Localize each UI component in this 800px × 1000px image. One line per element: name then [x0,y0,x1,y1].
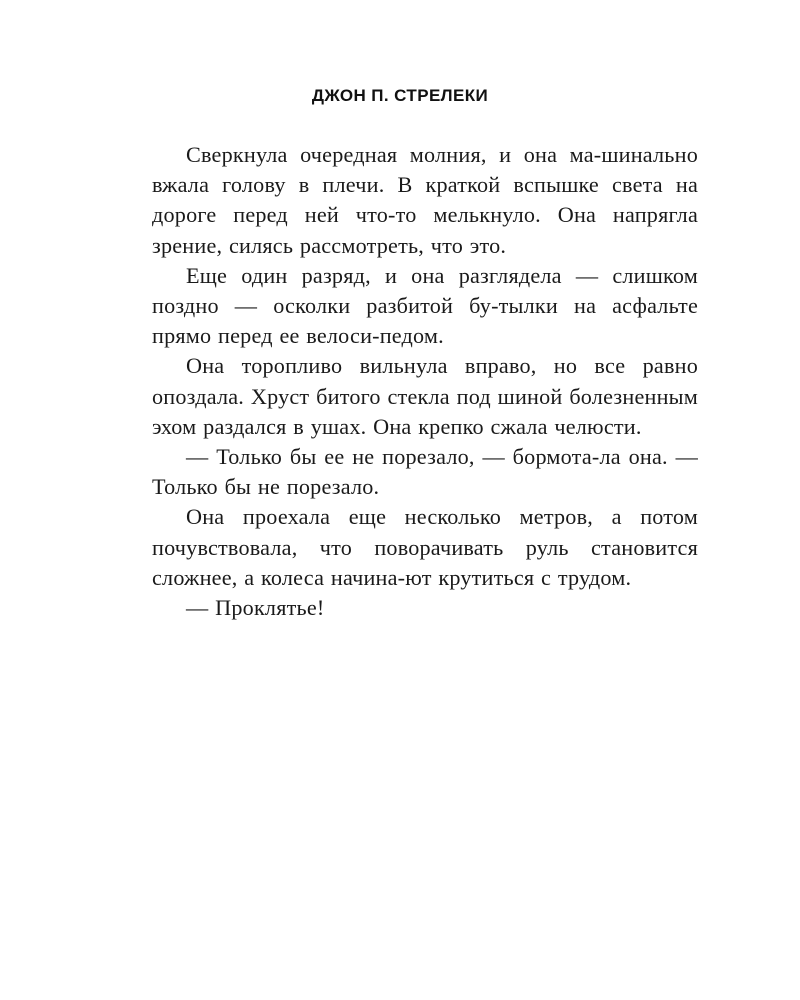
paragraph-curse: — Проклятье! [186,595,325,621]
page-body-text [152,140,698,623]
paragraph-broken-bottle: Еще один разряд, и она разглядела — слишком поздно — осколки разбитой бу-тылки на асфальте прямо перед ее велоси-педом. [152,262,698,349]
paragraph-swerve: Она торопливо вильнула вправо, но все равно опоздала. Хруст битого стекла под шиной болезненным эхом раздался в ушах. Она крепко сжала челюсти. [152,353,698,439]
paragraph-steering-harder: Она проехала еще несколько метров, а потом почувствовала, что поворачивать руль становится сложнее, а колеса начина-ют крутиться с трудом. [152,504,698,590]
paragraph-lightning: Сверкнула очередная молния, и она ма-шинально вжала голову в плечи. В краткой вспышке света на дороге перед ней что-то мелькнуло. Она напрягла зрение, силясь рассмотреть, что это. [152,142,698,258]
running-header-author: ДЖОН П. СТРЕЛЕКИ [311,86,489,105]
paragraph-dialogue-mutter: — Только бы ее не порезало, — бормота-ла она. — Только бы не порезало. [152,444,698,500]
